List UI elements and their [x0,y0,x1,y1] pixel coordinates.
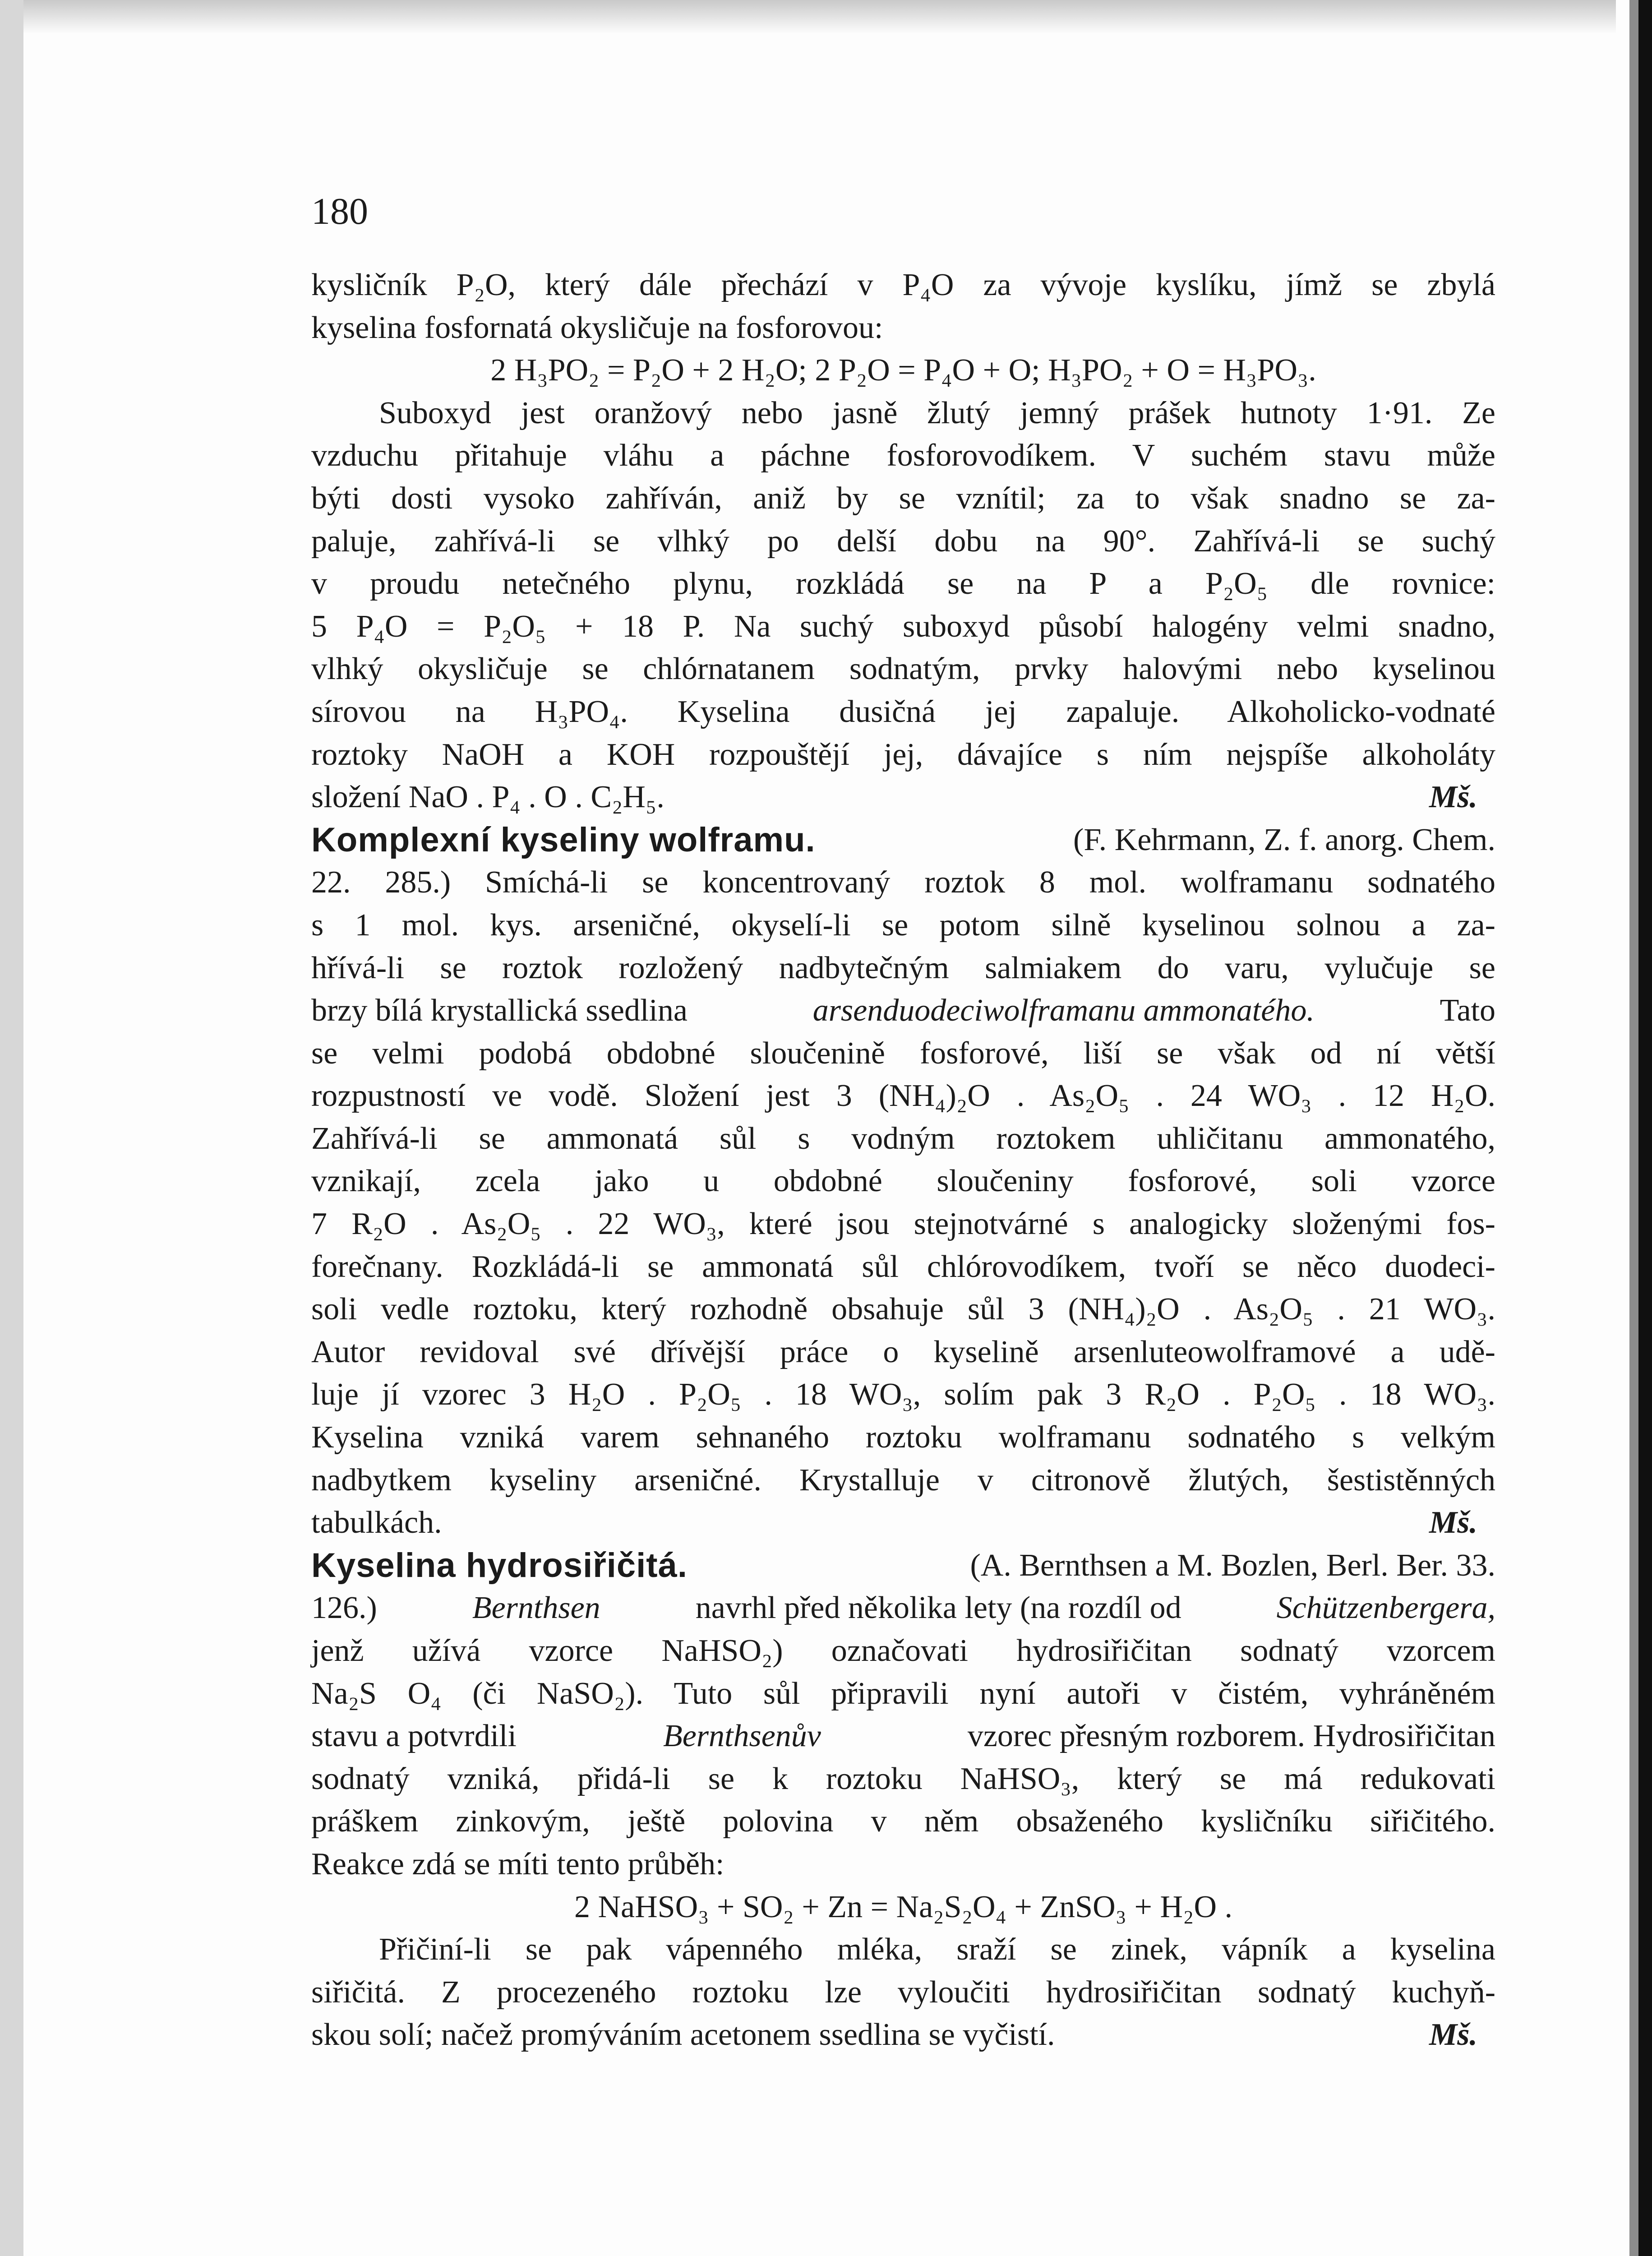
scan-right-edge [1638,0,1652,2256]
text-line: v proudu netečného plynu, rozkládá se na P a P₂O₅ dle rovnice: [311,566,1495,601]
text-line: vlhký okysličuje se chlórnatanem sodnatým, prvky halovými nebo kyselinou [311,652,1495,687]
text-line: 22. 285.) Smíchá-li se koncentrovaný roztok 8 mol. wolframanu sodnatého [311,865,1495,900]
text-line: rozpustností ve vodě. Složení jest 3 (NH₄)₂O . As₂O₅ . 24 WO₃ . 12 H₂O. [311,1078,1495,1114]
text-line: roztoky NaOH a KOH rozpouštějí jej, dávajíce s ním nejspíše alkoholáty [311,737,1495,772]
section-heading: Kyselina hydrosiřičitá. [311,1546,688,1585]
equation: 2 NaHSO₃ + SO₂ + Zn = Na₂S₂O₄ + ZnSO₃ + H₂O . [574,1889,1233,1924]
text-line: Kyselina vzniká varem sehnaného roztoku wolframanu sodnatého s velkým [311,1420,1495,1455]
author-name: Schützenbergera, [1276,1590,1495,1626]
section-heading-line [311,1544,1495,1587]
text-line: s 1 mol. kys. arseničné, okyselí-li se potom silně kyselinou solnou a za- [311,907,1495,943]
text-line: složení NaO . P₄ . O . C₂H₅. Mš. [311,776,1495,819]
text-line: sodnatý vzniká, přidá-li se k roztoku NaHSO₃, který se má redukovati [311,1761,1495,1796]
page-number: 180 [311,190,368,232]
text-line: 5 P₄O = P₂O₅ + 18 P. Na suchý suboxyd působí halogény velmi snadno, [311,609,1495,644]
citation: (A. Bernthsen a M. Bozlen, Berl. Ber. 33. [970,1548,1495,1583]
text-line: tabulkách. Mš. [311,1502,1495,1544]
text-line: kyselina fosfornatá okysličuje na fosforovou: [311,310,883,345]
author-signature: Mš. [1429,780,1477,815]
section-heading-line [311,819,1495,862]
citation: (F. Kehrmann, Z. f. anorg. Chem. [1073,822,1495,857]
text-line: soli vedle roztoku, který rozhodně obsahuje sůl 3 (NH₄)₂O . As₂O₅ . 21 WO₃. [311,1292,1495,1327]
text-line: práškem zinkovým, ještě polovina v něm obsaženého kysličníku siřičitého. [311,1804,1495,1839]
text-line: hřívá-li se roztok rozložený nadbytečným salmiakem do varu, vylučuje se [311,950,1495,985]
scan-right-shadow [1629,0,1638,2256]
page-body [311,264,1495,2057]
text-line: paluje, zahřívá-li se vlhký po delší dobu na 90°. Zahřívá-li se suchý [311,523,1495,559]
text-line: Zahřívá-li se ammonatá sůl s vodným roztokem uhličitanu ammonatého, [311,1121,1495,1156]
author-name: Bernthsenův [663,1719,821,1754]
text-line: vzduchu přitahuje vláhu a páchne fosforovodíkem. V suchém stavu může [311,438,1495,473]
text-line: nadbytkem kyseliny arseničné. Krystalluje v citronově žlutých, šestistěnných [311,1462,1495,1498]
equation: 2 H₃PO₂ = P₂O + 2 H₂O; 2 P₂O = P₄O + O; H₃PO₂ + O = H₃PO₃. [490,353,1316,388]
text-line: brzy bílá krystallická ssedlina arsenduodeciwolframanu ammonatého. Tato [311,989,1495,1032]
author-signature: Mš. [1429,1505,1477,1540]
text-line: luje jí vzorec 3 H₂O . P₂O₅ . 18 WO₃, solím pak 3 R₂O . P₂O₅ . 18 WO₃. [311,1377,1495,1412]
text-line: jenž užívá vzorce NaHSO₂) označovati hydrosiřičitan sodnatý vzorcem [311,1633,1495,1668]
section-heading: Komplexní kyseliny wolframu. [311,820,816,859]
text-line: býti dosti vysoko zahříván, aniž by se vznítil; za to však snadno se za- [311,481,1495,516]
text-line: stavu a potvrdili Bernthsenův vzorec přesným rozborem. Hydrosiřičitan [311,1715,1495,1758]
text-line: Reakce zdá se míti tento průběh: [311,1846,724,1882]
scan-top-edge [23,0,1616,34]
text-line: skou solí; načež promýváním acetonem ssedlina se vyčistí. Mš. [311,2014,1495,2057]
text-line: se velmi podobá obdobné sloučenině fosforové, liší se však od ní větší [311,1036,1495,1071]
text-line: Suboxyd jest oranžový nebo jasně žlutý jemný prášek hutnoty 1·91. Ze [379,395,1495,430]
text-line: 7 R₂O . As₂O₅ . 22 WO₃, které jsou stejnotvárné s analogicky složenými fos- [311,1207,1495,1242]
author-signature: Mš. [1429,2017,1477,2053]
text-line: siřičitá. Z procezeného roztoku lze vyloučiti hydrosiřičitan sodnatý kuchyň- [311,1974,1495,2010]
text-line: vznikají, zcela jako u obdobné sloučeniny fosforové, soli vzorce [311,1164,1495,1199]
text-line: forečnany. Rozkládá-li se ammonatá sůl chlórovodíkem, tvoří se něco duodeci- [311,1249,1495,1284]
text-line: sírovou na H₃PO₄. Kyselina dusičná jej zapaluje. Alkoholicko-vodnaté [311,694,1495,729]
text-line: Na₂S O₄ (či NaSO₂). Tuto sůl připravili nyní autoři v čistém, vyhráněném [311,1676,1495,1711]
text-line: Přičiní-li se pak vápenného mléka, sraží se zinek, vápník a kyselina [379,1932,1495,1967]
scan-left-edge [0,0,23,2256]
text-line: Autor revidoval své dřívější práce o kyselině arsenluteowolframové a udě- [311,1334,1495,1369]
text-line: kysličník P₂O, který dále přechází v P₄O za vývoje kyslíku, jímž se zbylá [311,268,1495,302]
author-name: Bernthsen [472,1590,600,1626]
text-line: 126.) Bernthsen navrhl před několika lety (na rozdíl od Schützenbergera, [311,1587,1495,1630]
compound-name: arsenduodeciwolframanu ammonatého. [812,993,1315,1028]
